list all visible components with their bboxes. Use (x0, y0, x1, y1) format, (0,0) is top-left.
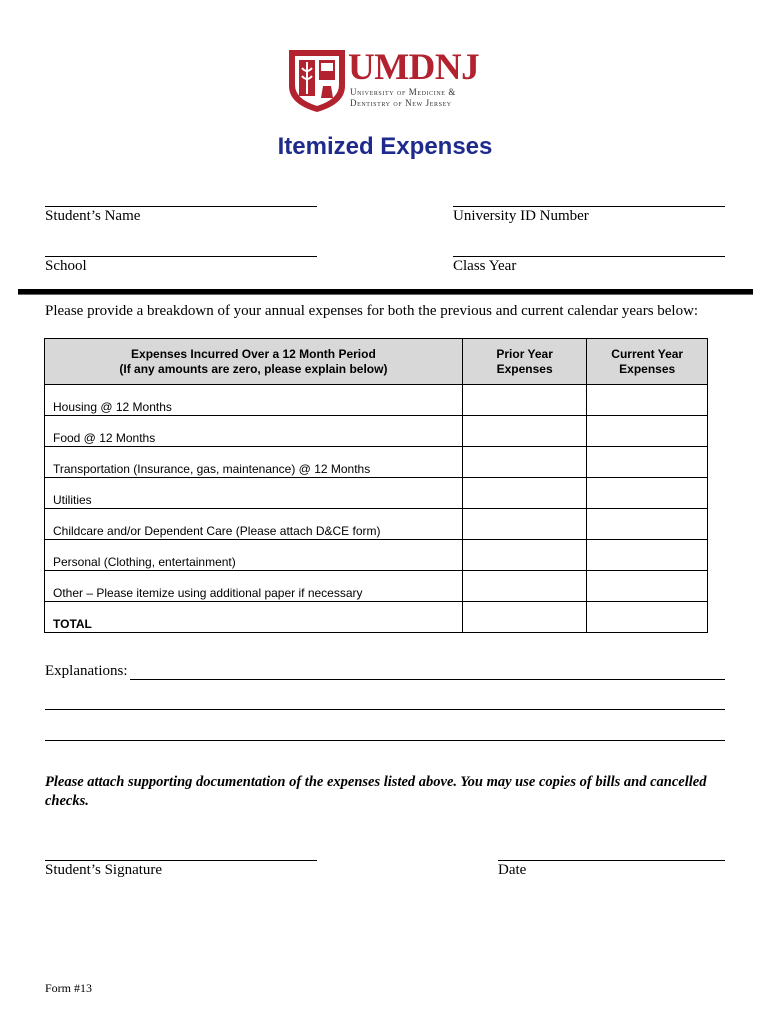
class-year-label: Class Year (453, 258, 517, 274)
date-label: Date (498, 862, 527, 878)
section-divider (18, 289, 753, 295)
prior-year-cell[interactable] (462, 416, 587, 447)
row-label: Utilities (45, 478, 463, 509)
prior-year-cell[interactable] (462, 478, 587, 509)
logo-wordmark: UMDNJ (348, 47, 480, 88)
prior-year-cell[interactable] (462, 571, 587, 602)
table-header-row (45, 339, 708, 385)
row-label-total: TOTAL (45, 602, 463, 633)
school-label: School (45, 258, 87, 274)
student-signature-field[interactable] (45, 860, 317, 861)
table-row (45, 447, 708, 478)
table-row (45, 540, 708, 571)
current-year-cell[interactable] (587, 478, 708, 509)
prior-year-cell[interactable] (462, 540, 587, 571)
table-row (45, 385, 708, 416)
row-label: Other – Please itemize using additional paper if necessary (45, 571, 463, 602)
logo-subtitle-line-2: Dentistry of New Jersey (350, 98, 452, 108)
header-expenses-line-2: (If any amounts are zero, please explain below) (119, 361, 388, 376)
explanations-label: Explanations: (45, 663, 128, 679)
current-year-cell[interactable] (587, 416, 708, 447)
header-expenses (45, 339, 463, 385)
university-id-field[interactable] (453, 206, 725, 207)
prior-year-total-cell[interactable] (462, 602, 587, 633)
form-number: Form #13 (45, 981, 93, 995)
row-label: Childcare and/or Dependent Care (Please attach D&CE form) (45, 509, 463, 540)
row-label: Personal (Clothing, entertainment) (45, 540, 463, 571)
student-name-field[interactable] (45, 206, 317, 207)
header-expenses-line-1: Expenses Incurred Over a 12 Month Period (131, 346, 376, 361)
header-current-year (587, 339, 708, 385)
documentation-note: Please attach supporting documentation of the expenses listed above. You may use copies of bills and cancelled checks. (45, 774, 707, 809)
table-row-total (45, 602, 708, 633)
instructions-text: Please provide a breakdown of your annual expenses for both the previous and current calendar years below: (45, 303, 699, 319)
student-signature-label: Student’s Signature (45, 862, 163, 878)
table-row (45, 571, 708, 602)
current-year-cell[interactable] (587, 571, 708, 602)
prior-year-cell[interactable] (462, 447, 587, 478)
row-label: Housing @ 12 Months (45, 385, 463, 416)
table-row (45, 416, 708, 447)
table-row (45, 509, 708, 540)
class-year-field[interactable] (453, 256, 725, 257)
prior-year-cell[interactable] (462, 509, 587, 540)
row-label: Food @ 12 Months (45, 416, 463, 447)
explanations-line-2[interactable] (45, 709, 725, 710)
header-prior-year (462, 339, 587, 385)
table-row (45, 478, 708, 509)
header-current-year-line-2: Expenses (619, 361, 676, 376)
current-year-cell[interactable] (587, 385, 708, 416)
explanations-line-3[interactable] (45, 740, 725, 741)
header-current-year-line-1: Current Year (611, 346, 684, 361)
header-prior-year-line-2: Expenses (496, 361, 553, 376)
expenses-table (44, 338, 708, 633)
date-field[interactable] (498, 860, 725, 861)
current-year-cell[interactable] (587, 447, 708, 478)
current-year-cell[interactable] (587, 509, 708, 540)
university-id-label: University ID Number (453, 208, 589, 224)
prior-year-cell[interactable] (462, 385, 587, 416)
row-label: Transportation (Insurance, gas, maintenance) @ 12 Months (45, 447, 463, 478)
student-name-label: Student’s Name (45, 208, 141, 224)
explanations-line-1[interactable] (130, 679, 725, 680)
umdnj-seal-icon (287, 48, 347, 114)
current-year-cell[interactable] (587, 540, 708, 571)
school-field[interactable] (45, 256, 317, 257)
logo-subtitle-line-1: University of Medicine & (350, 87, 456, 97)
header-prior-year-line-1: Prior Year (496, 346, 553, 361)
page-title: Itemized Expenses (277, 133, 493, 160)
current-year-total-cell[interactable] (587, 602, 708, 633)
